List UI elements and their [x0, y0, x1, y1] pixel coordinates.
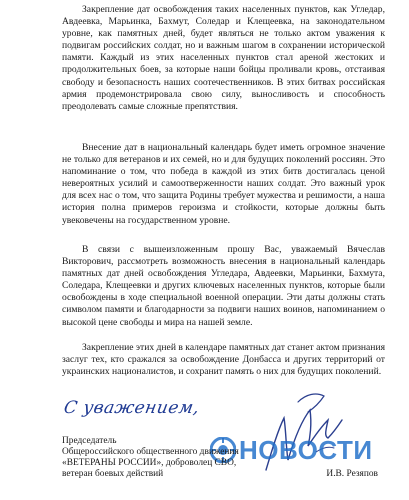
signer-title-line-4: ветеран боевых действий [62, 469, 164, 479]
paragraph-3: В связи с вышеизложенным прошу Вас, уважаемый Вячеслав Викторович, рассмотреть возможность внесения в национальный календарь памятных дат дней освобождения Угледара, Авдеевки, Марьинки, Бахмута, Соледара, Клещеевки и других ключевых населенных пунктов, которые были освобождены в ходе специальной военной операции. Эти даты должны стать символом памяти и благодарности за подвиги наших воинов, напоминанием о высокой цене свободы и мира на нашей земле. [62, 244, 385, 328]
paragraph-1: Закрепление дат освобождения таких населенных пунктов, как Угледар, Авдеевка, Марьинка, Бахмут, Соледар и Клещеевка, на законодательном уровне, как памятных дней, будет являться не только актом уважения к подвигам российских солдат, но и важным шагом в сохранении исторической памяти. Каждый из этих населенных пунктов стал ареной жестоких и продолжительных боев, за которые наши бойцы проливали кровь, отстаивая свободу и безопасность наших соотечественников. В этих битвах российская армия продемонстрировала свою силу, выносливость и способность преодолевать самые сложные препятствия. [62, 4, 385, 112]
signer-name: И.В. Резяпов [326, 469, 378, 479]
signer-title-line-3: «ВЕТЕРАНЫ РОССИИ», доброволец СВО, [62, 458, 237, 468]
paragraph-2: Внесение дат в национальный календарь будет иметь огромное значение не только для ветеранов и их семей, но и для будущих поколений россиян. Это напоминание о том, что победа в каждой из этих битв достигалась ценой невероятных усилий и самоотверженности наших солдат. Это важный урок для всех нас о том, что защита Родины требует мужества и решимости, а наша история полна примеров героизма и стойкости, которые должны быть увековечены на государственном уровне. [62, 142, 385, 226]
signer-title-line-2: Общероссийского общественного движения [62, 447, 239, 457]
paragraph-4: Закрепление этих дней в календаре памятных дат станет актом признания заслуг тех, кто сражался за освобождение Донбасса и других территорий от украинских националистов, и сохранит память о них для будущих поколений. [62, 342, 385, 378]
signature-block [62, 390, 392, 500]
signer-title-line-1: Председатель [62, 436, 117, 446]
salutation: С уважением, [62, 398, 202, 418]
watermark-text: НОВОСТИ [239, 434, 373, 465]
